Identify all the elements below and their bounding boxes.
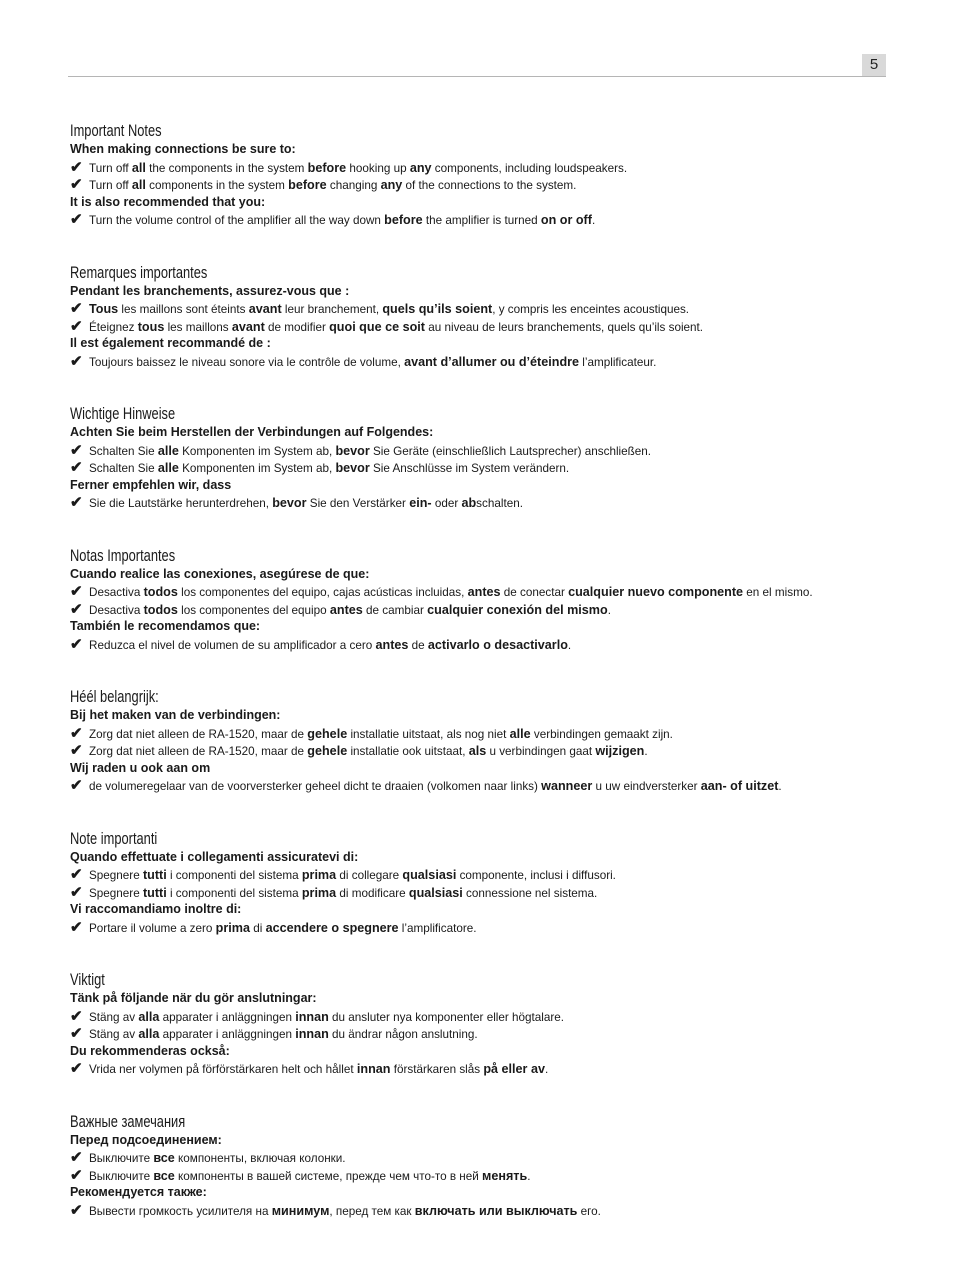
section-title: Remarques importantes: [70, 263, 208, 282]
checklist-item: [70, 601, 900, 619]
section-title: Важные замечания: [70, 1112, 186, 1131]
item-text: .: [527, 1169, 531, 1183]
item-text: les maillons: [164, 320, 232, 334]
item-text: verbindingen gemaakt zijn.: [530, 727, 673, 741]
item-text: en el mismo.: [743, 586, 813, 600]
emphasis-text: все: [153, 1168, 175, 1183]
item-text: l’amplificateur.: [579, 355, 657, 369]
checklist-item: [70, 353, 900, 371]
checklist-item: [70, 494, 900, 512]
item-text: Spegnere: [89, 886, 143, 900]
emphasis-text: wanneer: [541, 779, 593, 794]
section-subheading: Tänk på följande när du gör anslutningar:: [70, 991, 317, 1005]
checklist-item: [70, 919, 900, 937]
item-text: Stäng av: [89, 1010, 139, 1024]
emphasis-text: alle: [509, 726, 531, 741]
item-text: hooking up: [346, 161, 410, 175]
item-text: Sie den Verstärker: [306, 497, 410, 511]
checkmark-icon: ✔: [70, 1149, 83, 1167]
emphasis-text: avant d’allumer ou d’éteindre: [404, 354, 580, 369]
sections: [70, 121, 900, 1253]
item-text: components, including loudspeakers.: [431, 161, 628, 175]
emphasis-text: bevor: [335, 443, 370, 458]
notes-section-7: [70, 1112, 900, 1254]
item-text: de: [408, 638, 428, 652]
emphasis-text: Tous: [89, 302, 119, 317]
item-text: .: [591, 214, 596, 228]
item-text: de cambiar: [362, 603, 428, 617]
item-text: Spegnere: [89, 869, 143, 883]
checklist-item: [70, 442, 900, 460]
emphasis-text: tutti: [142, 868, 167, 883]
emphasis-text: quels qu’ils soient: [382, 302, 493, 317]
item-text: , перед тем как: [329, 1204, 415, 1218]
notes-section-3: [70, 546, 900, 688]
item-text: .: [544, 1063, 549, 1077]
item-text: Éteignez: [89, 320, 138, 334]
item-text: Zorg dat niet alleen de RA-1520, maar de: [89, 745, 308, 759]
header-rule: [68, 76, 886, 77]
section-title: Note importanti: [70, 829, 158, 848]
item-text: connessione nel sistema.: [462, 886, 598, 900]
notes-section-5: [70, 829, 900, 971]
emphasis-text: минимум: [271, 1203, 330, 1218]
page-number: 5: [862, 54, 886, 76]
checkmark-icon: ✔: [70, 352, 83, 370]
item-text: du ansluter nya komponenter eller högtalare.: [328, 1010, 565, 1024]
section-subheading: Il est également recommandé de :: [70, 336, 271, 351]
emphasis-text: tous: [137, 319, 165, 334]
emphasis-text: before: [288, 178, 327, 193]
section-subheading: Achten Sie beim Herstellen der Verbindungen auf Folgendes:: [70, 425, 434, 439]
emphasis-text: activarlo o desactivarlo: [427, 637, 568, 652]
emphasis-text: any: [409, 160, 432, 175]
checklist-item: [70, 459, 900, 477]
emphasis-text: ab: [461, 496, 477, 511]
checkmark-icon: ✔: [70, 158, 83, 176]
item-text: du ändrar någon anslutning.: [328, 1028, 478, 1042]
emphasis-text: antes: [375, 637, 409, 652]
emphasis-text: tutti: [142, 885, 167, 900]
emphasis-text: quoi que ce soit: [329, 319, 425, 334]
item-text: Desactiva: [89, 586, 144, 600]
item-text: Выключите: [89, 1169, 154, 1183]
item-text: l’amplificatore.: [398, 921, 477, 935]
checkmark-icon: ✔: [70, 1060, 83, 1078]
item-text: di: [249, 921, 266, 935]
emphasis-text: antes: [467, 585, 501, 600]
checklist-item: [70, 777, 900, 795]
emphasis-text: innan: [295, 1027, 329, 1042]
item-text: di collegare: [336, 869, 403, 883]
checklist-item: [70, 742, 900, 760]
checklist-item: [70, 884, 900, 902]
emphasis-text: all: [131, 178, 146, 193]
emphasis-text: todos: [143, 585, 178, 600]
item-text: Komponenten im System ab,: [178, 462, 336, 476]
item-text: Desactiva: [89, 603, 144, 617]
checkmark-icon: ✔: [70, 583, 83, 601]
item-text: di modificare: [336, 886, 409, 900]
item-text: los componentes del equipo: [177, 603, 330, 617]
checkmark-icon: ✔: [70, 459, 83, 477]
item-text: de conectar: [500, 586, 569, 600]
emphasis-text: cualquier nuevo componente: [568, 585, 744, 600]
checklist-item: [70, 1060, 900, 1078]
item-text: i componenti del sistema: [166, 886, 302, 900]
checklist-item: [70, 583, 900, 601]
item-text: u verbindingen gaat: [486, 745, 596, 759]
checkmark-icon: ✔: [70, 1166, 83, 1184]
item-text: au niveau de leurs branchements, quels qu’ils soient.: [424, 320, 704, 334]
item-text: les maillons sont éteints: [118, 303, 249, 317]
emphasis-text: включать или выключать: [414, 1203, 578, 1218]
emphasis-text: alla: [138, 1009, 160, 1024]
emphasis-text: alle: [157, 443, 179, 458]
item-text: installatie ook uitstaat,: [347, 745, 469, 759]
emphasis-text: qualsiasi: [408, 885, 463, 900]
emphasis-text: avant: [231, 319, 265, 334]
checkmark-icon: ✔: [70, 883, 83, 901]
item-text: Stäng av: [89, 1028, 139, 1042]
checklist-item: [70, 176, 900, 194]
checkmark-icon: ✔: [70, 211, 83, 229]
section-subheading: Vi raccomandiamo inoltre di:: [70, 902, 242, 917]
checklist-item: [70, 1167, 900, 1185]
section-title: Notas Importantes: [70, 546, 176, 565]
item-text: schalten.: [476, 497, 523, 511]
emphasis-text: på eller av: [483, 1062, 545, 1077]
checklist-item: [70, 636, 900, 654]
notes-section-1: [70, 263, 900, 405]
emphasis-text: antes: [329, 602, 363, 617]
emphasis-text: innan: [295, 1009, 329, 1024]
emphasis-text: gehele: [307, 726, 348, 741]
emphasis-text: accendere o spegnere: [265, 920, 399, 935]
item-text: .: [778, 780, 782, 794]
checklist-item: [70, 211, 900, 229]
item-text: .: [607, 603, 611, 617]
checklist-item: [70, 300, 900, 318]
section-subheading: Wij raden u ook aan om: [70, 760, 211, 775]
item-text: его.: [577, 1204, 601, 1218]
checkmark-icon: ✔: [70, 635, 83, 653]
emphasis-text: todos: [143, 602, 178, 617]
item-text: leur branchement,: [281, 303, 383, 317]
checkmark-icon: ✔: [70, 176, 83, 194]
emphasis-text: any: [380, 178, 403, 193]
item-text: installatie uitstaat, als nog niet: [347, 727, 510, 741]
item-text: .: [567, 638, 572, 652]
section-title: Wichtige Hinweise: [70, 405, 176, 423]
emphasis-text: on or off: [540, 213, 592, 228]
item-text: .: [644, 745, 648, 759]
checklist-item: [70, 725, 900, 743]
checkmark-icon: ✔: [70, 918, 83, 936]
notes-section-6: [70, 970, 900, 1112]
checkmark-icon: ✔: [70, 777, 83, 795]
item-text: u uw eindversterker: [592, 780, 701, 794]
section-title: Viktigt: [70, 971, 105, 989]
notes-content: [70, 121, 900, 1253]
item-text: apparater i anläggningen: [159, 1028, 296, 1042]
emphasis-text: alle: [157, 461, 179, 476]
item-text: förstärkaren slås: [390, 1063, 484, 1077]
checkmark-icon: ✔: [70, 441, 83, 459]
checkmark-icon: ✔: [70, 724, 83, 742]
checklist-item: [70, 159, 900, 177]
emphasis-text: ein-: [409, 496, 432, 511]
item-text: Vrida ner volymen på förförstärkaren helt och hållet: [89, 1063, 357, 1077]
emphasis-text: gehele: [307, 744, 348, 759]
item-text: Portare il volume a zero: [89, 921, 216, 935]
checklist-item: [70, 866, 900, 884]
section-subheading: Перед подсоединением:: [70, 1132, 222, 1147]
emphasis-text: all: [131, 160, 146, 175]
notes-section-4: [70, 687, 900, 829]
item-text: Turn the volume control of the amplifier all the way down: [89, 214, 385, 228]
section-subheading: Рекомендуется также:: [70, 1185, 207, 1200]
emphasis-text: prima: [301, 868, 337, 883]
item-text: changing: [326, 179, 381, 193]
item-text: i componenti del sistema: [166, 869, 302, 883]
section-subheading: Bij het maken van de verbindingen:: [70, 708, 281, 722]
checkmark-icon: ✔: [70, 600, 83, 618]
item-text: Turn off: [89, 179, 132, 193]
emphasis-text: все: [153, 1151, 175, 1166]
section-title: Important Notes: [70, 122, 162, 140]
item-text: Toujours baissez le niveau sonore via le contrôle de volume,: [89, 355, 405, 369]
checkmark-icon: ✔: [70, 1025, 83, 1043]
checkmark-icon: ✔: [70, 1007, 83, 1025]
item-text: Schalten Sie: [89, 462, 158, 476]
item-text: the components in the system: [145, 161, 308, 175]
checkmark-icon: ✔: [70, 494, 83, 512]
checklist-item: [70, 1025, 900, 1043]
section-subheading: Cuando realice las conexiones, asegúrese de que:: [70, 566, 370, 581]
item-text: Reduzca el nivel de volumen de su amplificador a cero: [89, 638, 376, 652]
section-subheading: Ferner empfehlen wir, dass: [70, 477, 232, 492]
item-text: Sie Anschlüsse im System verändern.: [369, 462, 570, 476]
emphasis-text: alla: [138, 1027, 160, 1042]
item-text: Sie die Lautstärke herunterdrehen,: [89, 497, 273, 511]
emphasis-text: bevor: [272, 496, 307, 511]
section-subheading: It is also recommended that you:: [70, 194, 266, 209]
checkmark-icon: ✔: [70, 317, 83, 335]
item-text: Выключите: [89, 1152, 154, 1166]
notes-section-2: [70, 404, 900, 546]
section-subheading: When making connections be sure to:: [70, 142, 296, 156]
item-text: los componentes del equipo, cajas acústicas incluidas,: [177, 586, 468, 600]
checklist-item: [70, 1008, 900, 1026]
notes-section-0: [70, 121, 900, 263]
item-text: Schalten Sie: [89, 444, 158, 458]
checkmark-icon: ✔: [70, 866, 83, 884]
emphasis-text: bevor: [335, 461, 370, 476]
emphasis-text: before: [307, 160, 347, 175]
item-text: components in the system: [145, 179, 289, 193]
emphasis-text: aan- of uitzet: [700, 779, 779, 794]
item-text: Zorg dat niet alleen de RA-1520, maar de: [89, 727, 308, 741]
item-text: Turn off: [89, 161, 132, 175]
emphasis-text: before: [384, 213, 423, 228]
emphasis-text: cualquier conexión del mismo: [427, 602, 608, 617]
section-subheading: Quando effettuate i collegamenti assicuratevi di:: [70, 849, 359, 864]
item-text: , y compris les enceintes acoustiques.: [492, 303, 690, 317]
item-text: de volumeregelaar van de voorversterker geheel dicht te draaien (volkomen naar links): [89, 780, 542, 794]
checkmark-icon: ✔: [70, 742, 83, 760]
emphasis-text: qualsiasi: [402, 868, 457, 883]
emphasis-text: wijzigen: [595, 744, 645, 759]
item-text: the amplifier is turned: [422, 214, 541, 228]
checklist-item: [70, 1149, 900, 1167]
checkmark-icon: ✔: [70, 1201, 83, 1219]
emphasis-text: avant: [248, 302, 282, 317]
item-text: of the connections to the system.: [402, 179, 577, 193]
section-title: Héél belangrijk:: [70, 688, 159, 706]
checkmark-icon: ✔: [70, 300, 83, 318]
item-text: компоненты в вашей системе, прежде чем что-то в ней: [174, 1169, 483, 1183]
section-subheading: Du rekommenderas också:: [70, 1043, 230, 1058]
emphasis-text: als: [468, 744, 487, 759]
checklist-item: [70, 1202, 900, 1220]
item-text: componente, inclusi i diffusori.: [456, 869, 616, 883]
item-text: Komponenten im System ab,: [178, 444, 336, 458]
checklist-item: [70, 318, 900, 336]
item-text: apparater i anläggningen: [159, 1010, 296, 1024]
emphasis-text: prima: [301, 885, 337, 900]
section-subheading: Pendant les branchements, assurez-vous que :: [70, 283, 350, 298]
emphasis-text: менять: [482, 1168, 528, 1183]
item-text: Sie Geräte (einschließlich Lautsprecher) anschließen.: [369, 444, 652, 458]
item-text: de modifier: [264, 320, 330, 334]
section-subheading: También le recomendamos que:: [70, 619, 261, 634]
item-text: oder: [431, 497, 462, 511]
item-text: Вывести громкость усилителя на: [89, 1204, 272, 1218]
emphasis-text: innan: [356, 1062, 391, 1077]
emphasis-text: prima: [215, 920, 250, 935]
item-text: компоненты, включая колонки.: [174, 1152, 346, 1166]
